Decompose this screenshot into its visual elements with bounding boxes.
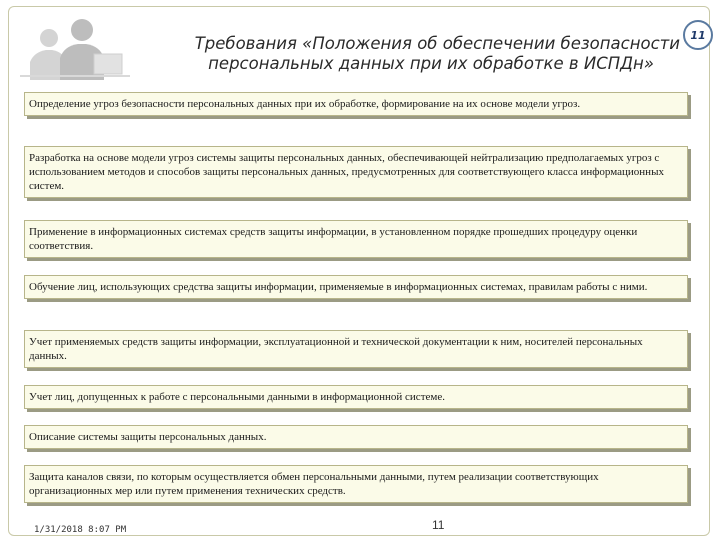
requirement-item-tools-accounting: Учет применяемых средств защиты информации, эксплуатационной и технической документации к ним, носителей персональных данных.	[24, 330, 688, 368]
requirement-item-channel-protection: Защита каналов связи, по которым осуществляется обмен персональными данными, путем реализации соответствующих организационных мер или путем применения технических средств.	[24, 465, 688, 503]
slide-title	[120, 34, 680, 74]
requirement-item-user-training: Обучение лиц, использующих средства защиты информации, применяемые в информационных системах, правилам работы с ними.	[24, 275, 688, 299]
requirement-item-threat-model: Определение угроз безопасности персональных данных при их обработке, формирование на их основе модели угроз.	[24, 92, 688, 116]
footer-date: 1/31/2018 8:07 PM	[34, 525, 127, 535]
slide-title-line-2: персональных данных при их обработке в ИСПДн»	[208, 54, 654, 73]
requirement-item-certified-tools: Применение в информационных системах средств защиты информации, в установленном порядке прошедших процедуру оценки соответствия.	[24, 220, 688, 258]
requirement-item-protection-system: Разработка на основе модели угроз системы защиты персональных данных, обеспечивающей нейтрализацию предполагаемых угроз с использованием методов и способов защиты персональных данных, предусмотренных для соответствующего класса информационных систем.	[24, 146, 688, 198]
footer-page-number: 11	[432, 518, 445, 532]
slide-frame	[8, 6, 710, 536]
requirement-item-system-description: Описание системы защиты персональных данных.	[24, 425, 688, 449]
requirement-item-personnel-accounting: Учет лиц, допущенных к работе с персональными данными в информационной системе.	[24, 385, 688, 409]
slide-number-badge: 11	[683, 20, 713, 50]
slide-title-line-1: Требования «Положения об обеспечении безопасности	[194, 34, 680, 53]
business-people-icon	[20, 10, 130, 80]
